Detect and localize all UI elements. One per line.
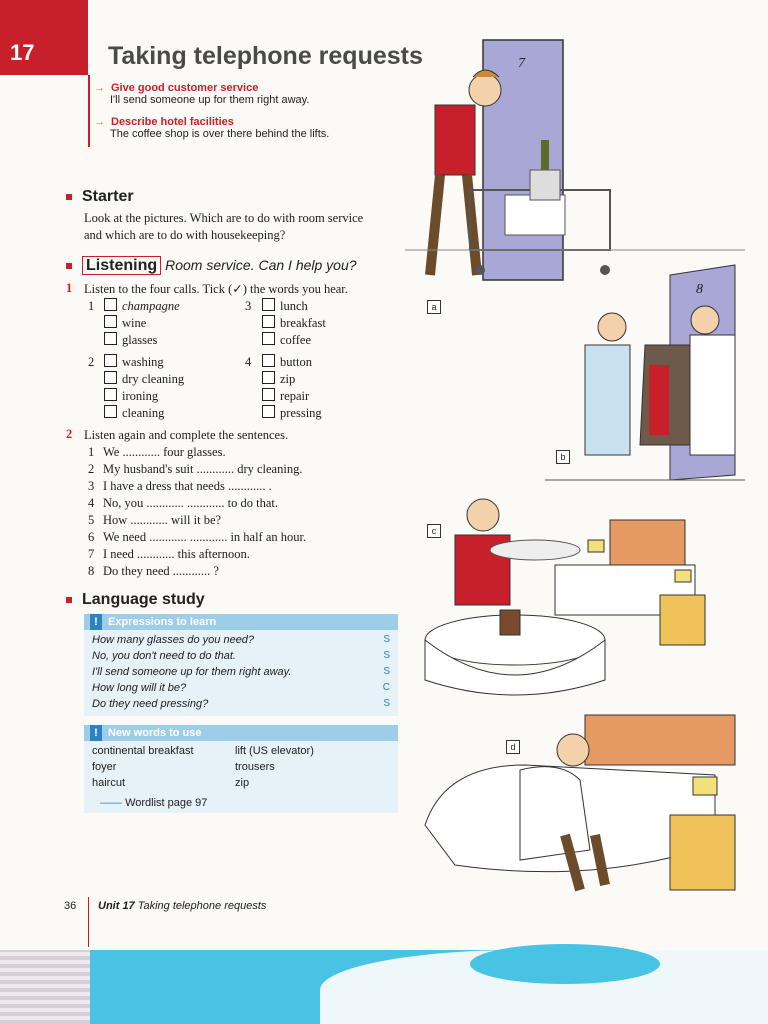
word-group-3	[245, 298, 251, 315]
starter-heading-text: Starter	[82, 188, 134, 205]
expressions-title: Expressions to learn	[108, 616, 217, 628]
word-label: lunch	[280, 299, 308, 313]
door-number: 7	[518, 56, 525, 71]
objective-heading: Describe hotel facilities	[111, 116, 234, 128]
footer-title	[98, 900, 266, 912]
guest-on-phone-illustration	[425, 715, 735, 890]
task-1-instruction: Listen to the four calls. Tick (✓) the words you hear.	[84, 282, 348, 296]
bullet-square-icon	[66, 263, 72, 269]
expression-code: S	[383, 650, 390, 661]
group-number: 4	[245, 355, 252, 369]
word-item[interactable]	[262, 332, 326, 349]
expression-text: No, you don't need to do that.	[92, 650, 236, 662]
expression-text: How long will it be?	[92, 682, 187, 694]
footer-rule	[88, 897, 89, 947]
word-item[interactable]	[104, 332, 180, 349]
sentence-text: We ............ four glasses.	[103, 445, 226, 459]
word-label: coffee	[280, 333, 311, 347]
exclamation-icon: !	[90, 725, 102, 741]
word-group-2	[88, 354, 94, 371]
sentence-number: 8	[88, 564, 95, 578]
expression-text: I'll send someone up for them right away.	[92, 666, 292, 678]
word-label: washing	[122, 355, 164, 369]
expression-code: S	[383, 666, 390, 677]
checkbox[interactable]	[104, 354, 117, 367]
expressions-panel	[84, 614, 398, 716]
new-word: zip	[235, 777, 250, 789]
illustrations	[405, 35, 755, 915]
sentence-number: 5	[88, 513, 95, 527]
expression-text: Do they need pressing?	[92, 698, 209, 710]
word-list-4	[262, 354, 322, 422]
word-label: cleaning	[122, 406, 165, 420]
new-word: lift (US elevator)	[235, 745, 314, 757]
breakfast-table-illustration	[425, 499, 705, 695]
word-label: breakfast	[280, 316, 326, 330]
listening-heading	[66, 257, 357, 275]
new-words-left	[92, 743, 194, 791]
new-word: foyer	[92, 761, 117, 773]
word-group-1	[88, 298, 94, 315]
unit-number: 17	[10, 40, 35, 65]
sentence	[88, 513, 221, 528]
group-number: 2	[88, 355, 95, 369]
new-word: trousers	[235, 761, 275, 773]
word-label: champagne	[122, 299, 180, 313]
arrow-icon: →	[94, 116, 105, 128]
sentence	[88, 564, 219, 579]
objective-2	[94, 116, 329, 140]
word-item[interactable]	[262, 354, 322, 371]
task-number: 2	[66, 427, 73, 441]
arrow-icon: →	[94, 82, 105, 94]
checkbox[interactable]	[104, 298, 117, 311]
sentence-text: Do they need ............ ?	[103, 564, 219, 578]
word-item[interactable]	[262, 315, 326, 332]
picture-label-d: d	[506, 740, 520, 754]
starter-heading	[66, 188, 134, 206]
sentence	[88, 496, 278, 511]
starter-text: Look at the pictures. Which are to do with room service and which are to do with housekeeping?	[84, 211, 364, 242]
checkbox[interactable]	[104, 405, 117, 418]
expression-code: C	[382, 682, 390, 693]
word-list-1	[104, 298, 180, 349]
word-group-4	[245, 354, 251, 371]
expression-code: S	[383, 634, 390, 645]
wordlist-reference[interactable]	[100, 795, 207, 811]
exclamation-icon: !	[90, 614, 102, 630]
checkbox[interactable]	[104, 388, 117, 401]
expression-item	[84, 648, 398, 664]
objective-example: I'll send someone up for them right away.	[110, 94, 310, 106]
word-label: button	[280, 355, 312, 369]
expression-item	[84, 632, 398, 648]
expression-item	[84, 696, 398, 712]
word-item[interactable]	[104, 298, 180, 315]
page-number: 36	[64, 900, 77, 912]
word-label: glasses	[122, 333, 158, 347]
checkbox[interactable]	[104, 371, 117, 384]
picture-label-a: a	[427, 300, 441, 314]
sentence	[88, 462, 302, 477]
word-label: dry cleaning	[122, 372, 185, 386]
sentence-text: How ............ will it be?	[103, 513, 222, 527]
word-label: ironing	[122, 389, 159, 403]
blue-blob	[470, 944, 660, 984]
checkbox[interactable]	[104, 315, 117, 328]
checkbox[interactable]	[262, 332, 275, 345]
unit-number-tab	[0, 0, 88, 75]
picture-label-c: c	[427, 524, 441, 538]
checkbox[interactable]	[262, 315, 275, 328]
sentence-text: No, you ............ ............ to do that.	[103, 496, 278, 510]
stripes-decoration	[0, 950, 90, 1024]
sentence-text: My husband's suit ............ dry cleaning.	[103, 462, 303, 476]
housekeeping-coat-illustration	[545, 265, 745, 480]
sentence-number: 4	[88, 496, 95, 510]
sentence-text: I have a dress that needs ............ .	[103, 479, 272, 493]
word-item[interactable]	[104, 354, 184, 371]
task-2-instruction: Listen again and complete the sentences.	[84, 428, 289, 442]
footer-unit: Unit 17	[98, 900, 135, 912]
sentence-number: 3	[88, 479, 95, 493]
expression-text: How many glasses do you need?	[92, 634, 255, 646]
objectives-rule	[88, 75, 90, 147]
word-item[interactable]	[104, 405, 184, 422]
word-label: repair	[280, 389, 310, 403]
word-list-3	[262, 298, 326, 349]
checkbox[interactable]	[262, 405, 275, 418]
footer-unit-title: Taking telephone requests	[137, 900, 267, 912]
sentence-number: 1	[88, 445, 95, 459]
new-words-title: New words to use	[108, 727, 202, 739]
new-words-panel	[84, 725, 398, 813]
word-item[interactable]	[104, 388, 184, 405]
word-list-2	[104, 354, 184, 422]
new-word: haircut	[92, 777, 126, 789]
checkbox[interactable]	[262, 388, 275, 401]
sentence-text: We need ............ ............ in half an hour.	[103, 530, 307, 544]
new-words-right	[235, 743, 314, 791]
expression-item	[84, 664, 398, 680]
next-page-edge	[0, 950, 768, 1024]
sentence	[88, 547, 250, 562]
word-item[interactable]	[262, 405, 322, 422]
language-study-heading	[66, 591, 205, 609]
listening-heading-text: Listening	[82, 256, 161, 275]
language-study-heading-text: Language study	[82, 591, 205, 608]
new-words-panel-header	[84, 725, 398, 741]
sentence	[88, 479, 272, 494]
wordlist-text: Wordlist page 97	[125, 797, 208, 809]
word-item[interactable]	[262, 388, 322, 405]
bullet-square-icon	[66, 194, 72, 200]
expression-item	[84, 680, 398, 696]
word-item[interactable]	[262, 371, 322, 388]
sentence-number: 2	[88, 462, 95, 476]
checkbox[interactable]	[262, 354, 275, 367]
word-item[interactable]	[104, 371, 184, 388]
word-label: wine	[122, 316, 147, 330]
sentence-number: 7	[88, 547, 95, 561]
listening-subtitle: Room service. Can I help you?	[165, 257, 357, 273]
checkbox[interactable]	[262, 371, 275, 384]
new-word: continental breakfast	[92, 745, 194, 757]
arrow-icon: ——	[100, 797, 122, 809]
checkbox[interactable]	[104, 332, 117, 345]
sentence	[88, 530, 306, 545]
expressions-panel-header	[84, 614, 398, 630]
word-label: zip	[280, 372, 296, 386]
unit-title: Taking telephone requests	[108, 42, 423, 70]
word-item[interactable]	[262, 298, 326, 315]
sentence-text: I need ............ this afternoon.	[103, 547, 250, 561]
door-number: 8	[696, 282, 703, 297]
sentence-number: 6	[88, 530, 95, 544]
checkbox[interactable]	[262, 298, 275, 311]
expression-code: S	[383, 698, 390, 709]
objective-heading: Give good customer service	[111, 82, 259, 94]
group-number: 1	[88, 299, 95, 313]
picture-label-b: b	[556, 450, 570, 464]
task-number: 1	[66, 281, 73, 295]
group-number: 3	[245, 299, 252, 313]
objective-example: The coffee shop is over there behind the lifts.	[110, 128, 330, 140]
word-item[interactable]	[104, 315, 180, 332]
sentence	[88, 445, 226, 460]
bullet-square-icon	[66, 597, 72, 603]
room-service-trolley-illustration	[405, 40, 745, 280]
objective-1	[94, 82, 309, 106]
word-label: pressing	[280, 406, 322, 420]
